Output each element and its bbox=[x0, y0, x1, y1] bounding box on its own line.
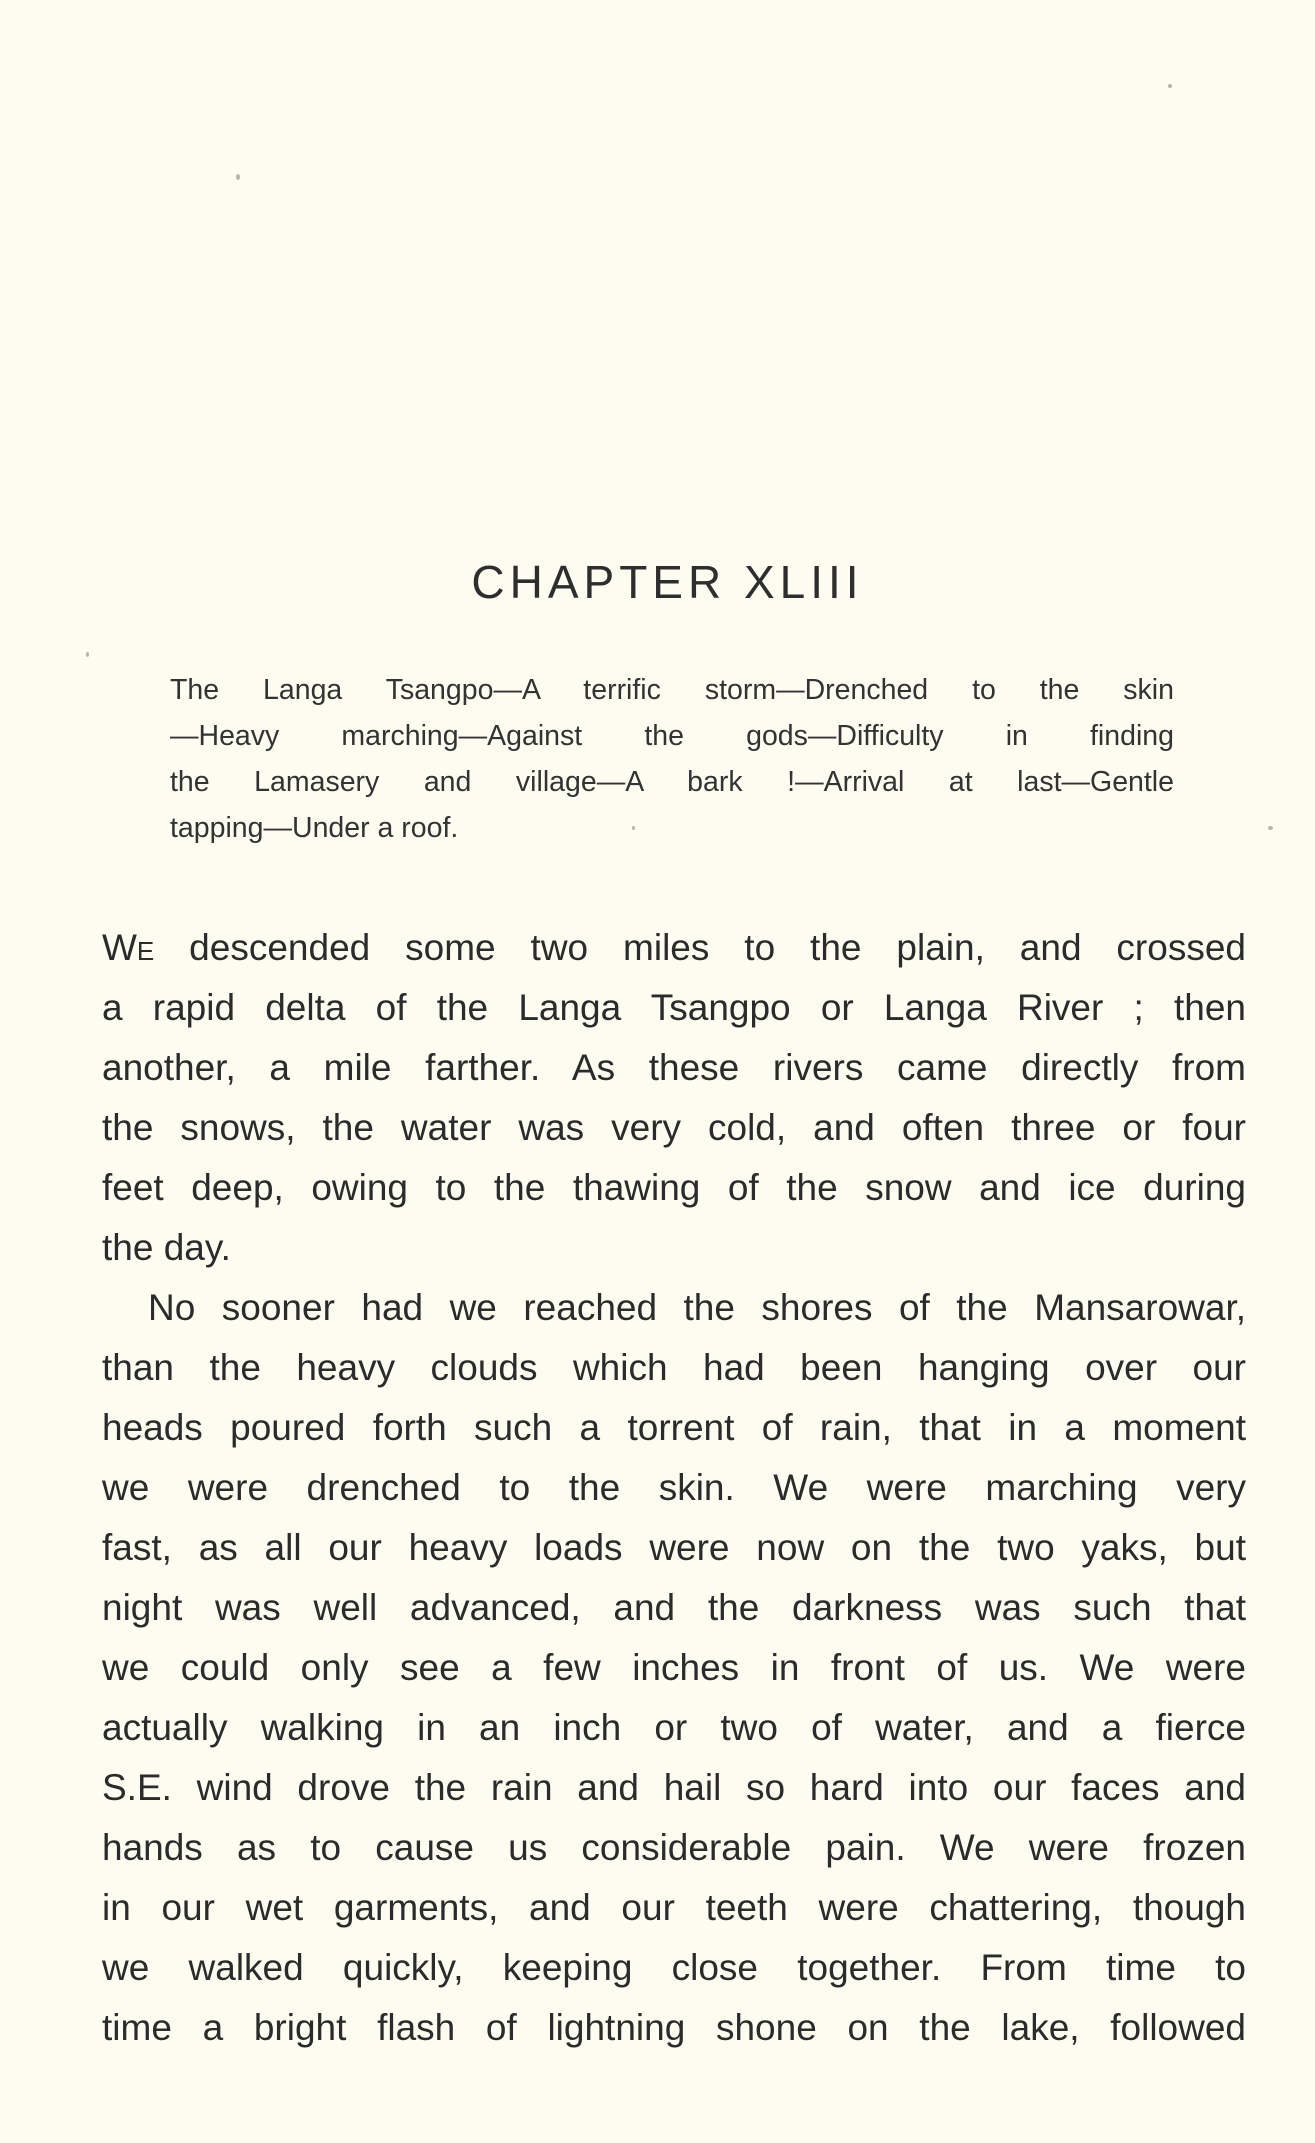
paper-speck bbox=[236, 174, 240, 180]
paper-speck bbox=[632, 826, 635, 830]
text-line: we walked quickly, keeping close together. From time to bbox=[102, 1947, 1246, 1988]
text-line: heads poured forth such a torrent of rain, that in a moment bbox=[102, 1407, 1246, 1448]
text-line: we could only see a few inches in front of us. We were bbox=[102, 1647, 1246, 1688]
synopsis-line: tapping—Under a roof. bbox=[170, 812, 459, 844]
text-line: we were drenched to the skin. We were marching very bbox=[102, 1467, 1246, 1508]
text-line: fast, as all our heavy loads were now on the two yaks, but bbox=[102, 1527, 1246, 1568]
text-line bbox=[102, 918, 1246, 978]
synopsis-line: the Lamasery and village—A bark !—Arrival at last—Gentle bbox=[170, 766, 1174, 798]
body-text bbox=[102, 918, 1246, 2058]
text-line-rest: descended some two miles to the plain, and crossed bbox=[154, 927, 1246, 968]
text-line: in our wet garments, and our teeth were chattering, though bbox=[102, 1887, 1246, 1928]
text-line: No sooner had we reached the shores of the Mansarowar, bbox=[148, 1287, 1246, 1328]
text-line: actually walking in an inch or two of water, and a fierce bbox=[102, 1707, 1246, 1748]
synopsis-line: —Heavy marching—Against the gods—Difficulty in finding bbox=[170, 720, 1174, 752]
paper-speck bbox=[86, 652, 89, 657]
text-line: the snows, the water was very cold, and often three or four bbox=[102, 1107, 1246, 1148]
paper-speck bbox=[1168, 84, 1172, 88]
text-line: another, a mile farther. As these rivers came directly from bbox=[102, 1047, 1246, 1088]
chapter-title: CHAPTER XLIII bbox=[471, 556, 864, 608]
text-line: hands as to cause us considerable pain. We were frozen bbox=[102, 1827, 1246, 1868]
paper-speck bbox=[1268, 826, 1273, 830]
text-line: S.E. wind drove the rain and hail so hard into our faces and bbox=[102, 1767, 1246, 1808]
text-line: the day. bbox=[102, 1227, 231, 1268]
text-line: feet deep, owing to the thawing of the snow and ice during bbox=[102, 1167, 1246, 1208]
text-line: time a bright flash of lightning shone on the lake, followed bbox=[102, 2007, 1246, 2048]
text-line: night was well advanced, and the darkness was such that bbox=[102, 1587, 1246, 1628]
paragraph bbox=[102, 1278, 1246, 2058]
chapter-synopsis bbox=[170, 667, 1174, 851]
paragraph-initial-word: We bbox=[102, 927, 155, 968]
text-line: than the heavy clouds which had been hanging over our bbox=[102, 1347, 1246, 1388]
paragraph bbox=[102, 918, 1246, 1278]
text-line: a rapid delta of the Langa Tsangpo or Langa River ; then bbox=[102, 987, 1246, 1028]
synopsis-line: The Langa Tsangpo—A terrific storm—Drenched to the skin bbox=[170, 674, 1174, 706]
